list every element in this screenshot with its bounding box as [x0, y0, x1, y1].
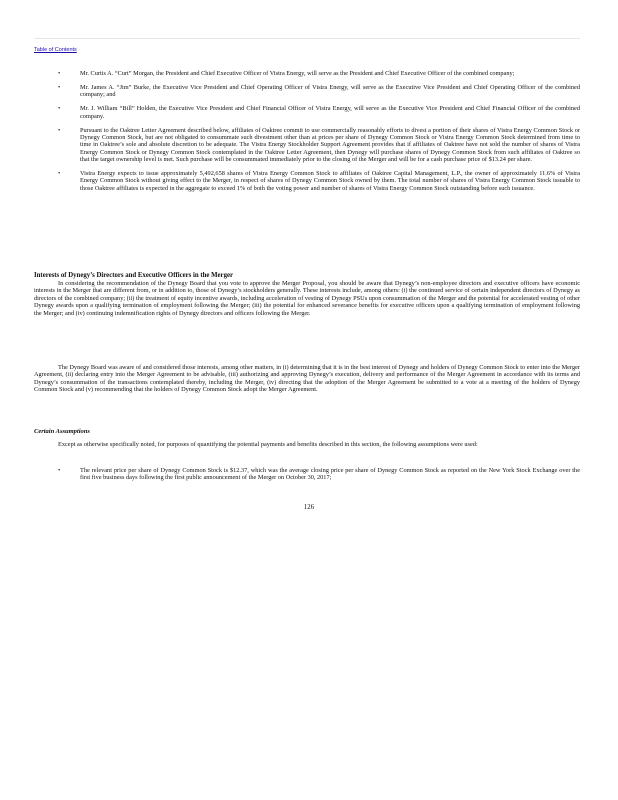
assumption-bullet-list [34, 467, 580, 488]
list-item [34, 105, 580, 120]
list-item-text: Vistra Energy expects to issue approximately 5,492,658 shares of Vistra Energy Common Stock to affiliates of Oaktree Capital Management, L.P., the owner of approximately 11.6% of Vistra Energy Common Stock without giving effect to the Merger, in respect of shares of Dynegy Common Stock owned by them. The total number of shares of Vistra Energy Common Stock issuable to those Oaktree affiliates is expected in the aggregate to exceed 1% of both the voting power and number of shares of Vistra Energy Common Stock outstanding before such issuance. [80, 170, 580, 192]
list-item [34, 127, 580, 164]
paragraph-interests: In considering the recommendation of the Dynegy Board that you vote to approve the Merger Proposal, you should be aware that Dynegy’s non-employee directors and executive officers have economic interests in the Merger that are different from, or in addition to, those of Dynegy’s stockholders generally. These interests include, among others: (i) the continued service of certain independent directors of Dynegy as directors of the combined company; (ii) the treatment of equity incentive awards, including acceleration of vesting of Dynegy PSUs upon consummation of the Merger and the potential for accelerated vesting of other Dynegy awards upon a qualifying termination of employment following the Merger; (iii) the potential for enhanced severance benefits for executive officers upon a qualifying termination of employment following the Merger; and (iv) continuing indemnification rights of Dynegy directors and officers following the Merger. [34, 280, 580, 317]
header-rule [34, 38, 580, 39]
page-number: 126 [303, 504, 315, 511]
bullet-icon: • [58, 467, 61, 474]
officer-bullet-list [34, 70, 580, 199]
paragraph-board-consideration: The Dynegy Board was aware of and considered those interests, among other matters, in (i) determining that it is in the best interest of Dynegy and holders of Dynegy Common Stock to enter into the Merger Agreement, (ii) declaring entry into the Merger Agreement to be advisable, (iii) authorizing and approving Dynegy’s execution, delivery and performance of the Merger Agreement in accordance with its terms and Dynegy’s consummation of the transactions contemplated thereby, including the Merger, (iv) directing that the adoption of the Merger Agreement be submitted to a vote at a meeting of the holders of Dynegy Common Stock and (v) recommending that the holders of Dynegy Common Stock adopt the Merger Agreement. [34, 364, 580, 394]
bullet-icon: • [58, 170, 61, 178]
paragraph-assumptions: Except as otherwise specifically noted, for purposes of quantifying the potential payments and benefits described in this section, the following assumptions were used: [58, 441, 478, 448]
list-item [34, 70, 580, 77]
bullet-icon: • [58, 70, 61, 77]
subsection-heading: Certain Assumptions [34, 428, 90, 435]
list-item-text: Pursuant to the Oaktree Letter Agreement described below, affiliates of Oaktree commit to use commercially reasonably efforts to divest a portion of their shares of Vistra Energy Common Stock or Dynegy Common Stock, but are not obligated to consummate such divestment other than at prices per share of Dynegy Common Stock or Vistra Energy Common Stock determined from time to time in Oaktree’s sole and absolute discretion to be adequate. The Vistra Energy Stockholder Support Agreement provides that if affiliates of Oaktree have not sold the number of shares of Vistra Energy Common Stock or Dynegy Common Stock contemplated in the Oaktree Letter Agreement, then Dynegy will purchase shares of Dynegy Common Stock from such affiliates of Oaktree so that the target ownership level is met. Such purchase will be consummated immediately prior to the closing of the Merger and will be for a cash purchase price of $13.24 per share. [80, 126, 580, 164]
bullet-icon: • [58, 105, 61, 113]
list-item-text: Mr. Curtis A. “Curt” Morgan, the President and Chief Executive Officer of Vistra Energy, will serve as the President and Chief Executive Officer of the combined company; [80, 70, 515, 77]
list-item [34, 467, 580, 482]
bullet-icon: • [58, 126, 61, 134]
table-of-contents-link[interactable]: Table of Contents [34, 47, 77, 53]
list-item [34, 84, 580, 99]
list-item-text: Mr. J. William “Bill” Holden, the Executive Vice President and Chief Financial Officer of Vistra Energy, will serve as the Executive Vice President and Chief Financial Officer of the combined company. [80, 105, 580, 120]
list-item [34, 170, 580, 192]
list-item-text: The relevant price per share of Dynegy Common Stock is $12.37, which was the average closing price per share of Dynegy Common Stock as reported on the New York Stock Exchange over the first five business days following the first public announcement of the Merger on October 30, 2017; [80, 467, 580, 482]
section-heading: Interests of Dynegy’s Directors and Executive Officers in the Merger [34, 272, 234, 279]
bullet-icon: • [58, 83, 61, 91]
list-item-text: Mr. James A. “Jim” Burke, the Executive Vice President and Chief Operating Officer of Vistra Energy, will serve as the Executive Vice President and Chief Operating Officer of the combined company; and [80, 83, 580, 99]
